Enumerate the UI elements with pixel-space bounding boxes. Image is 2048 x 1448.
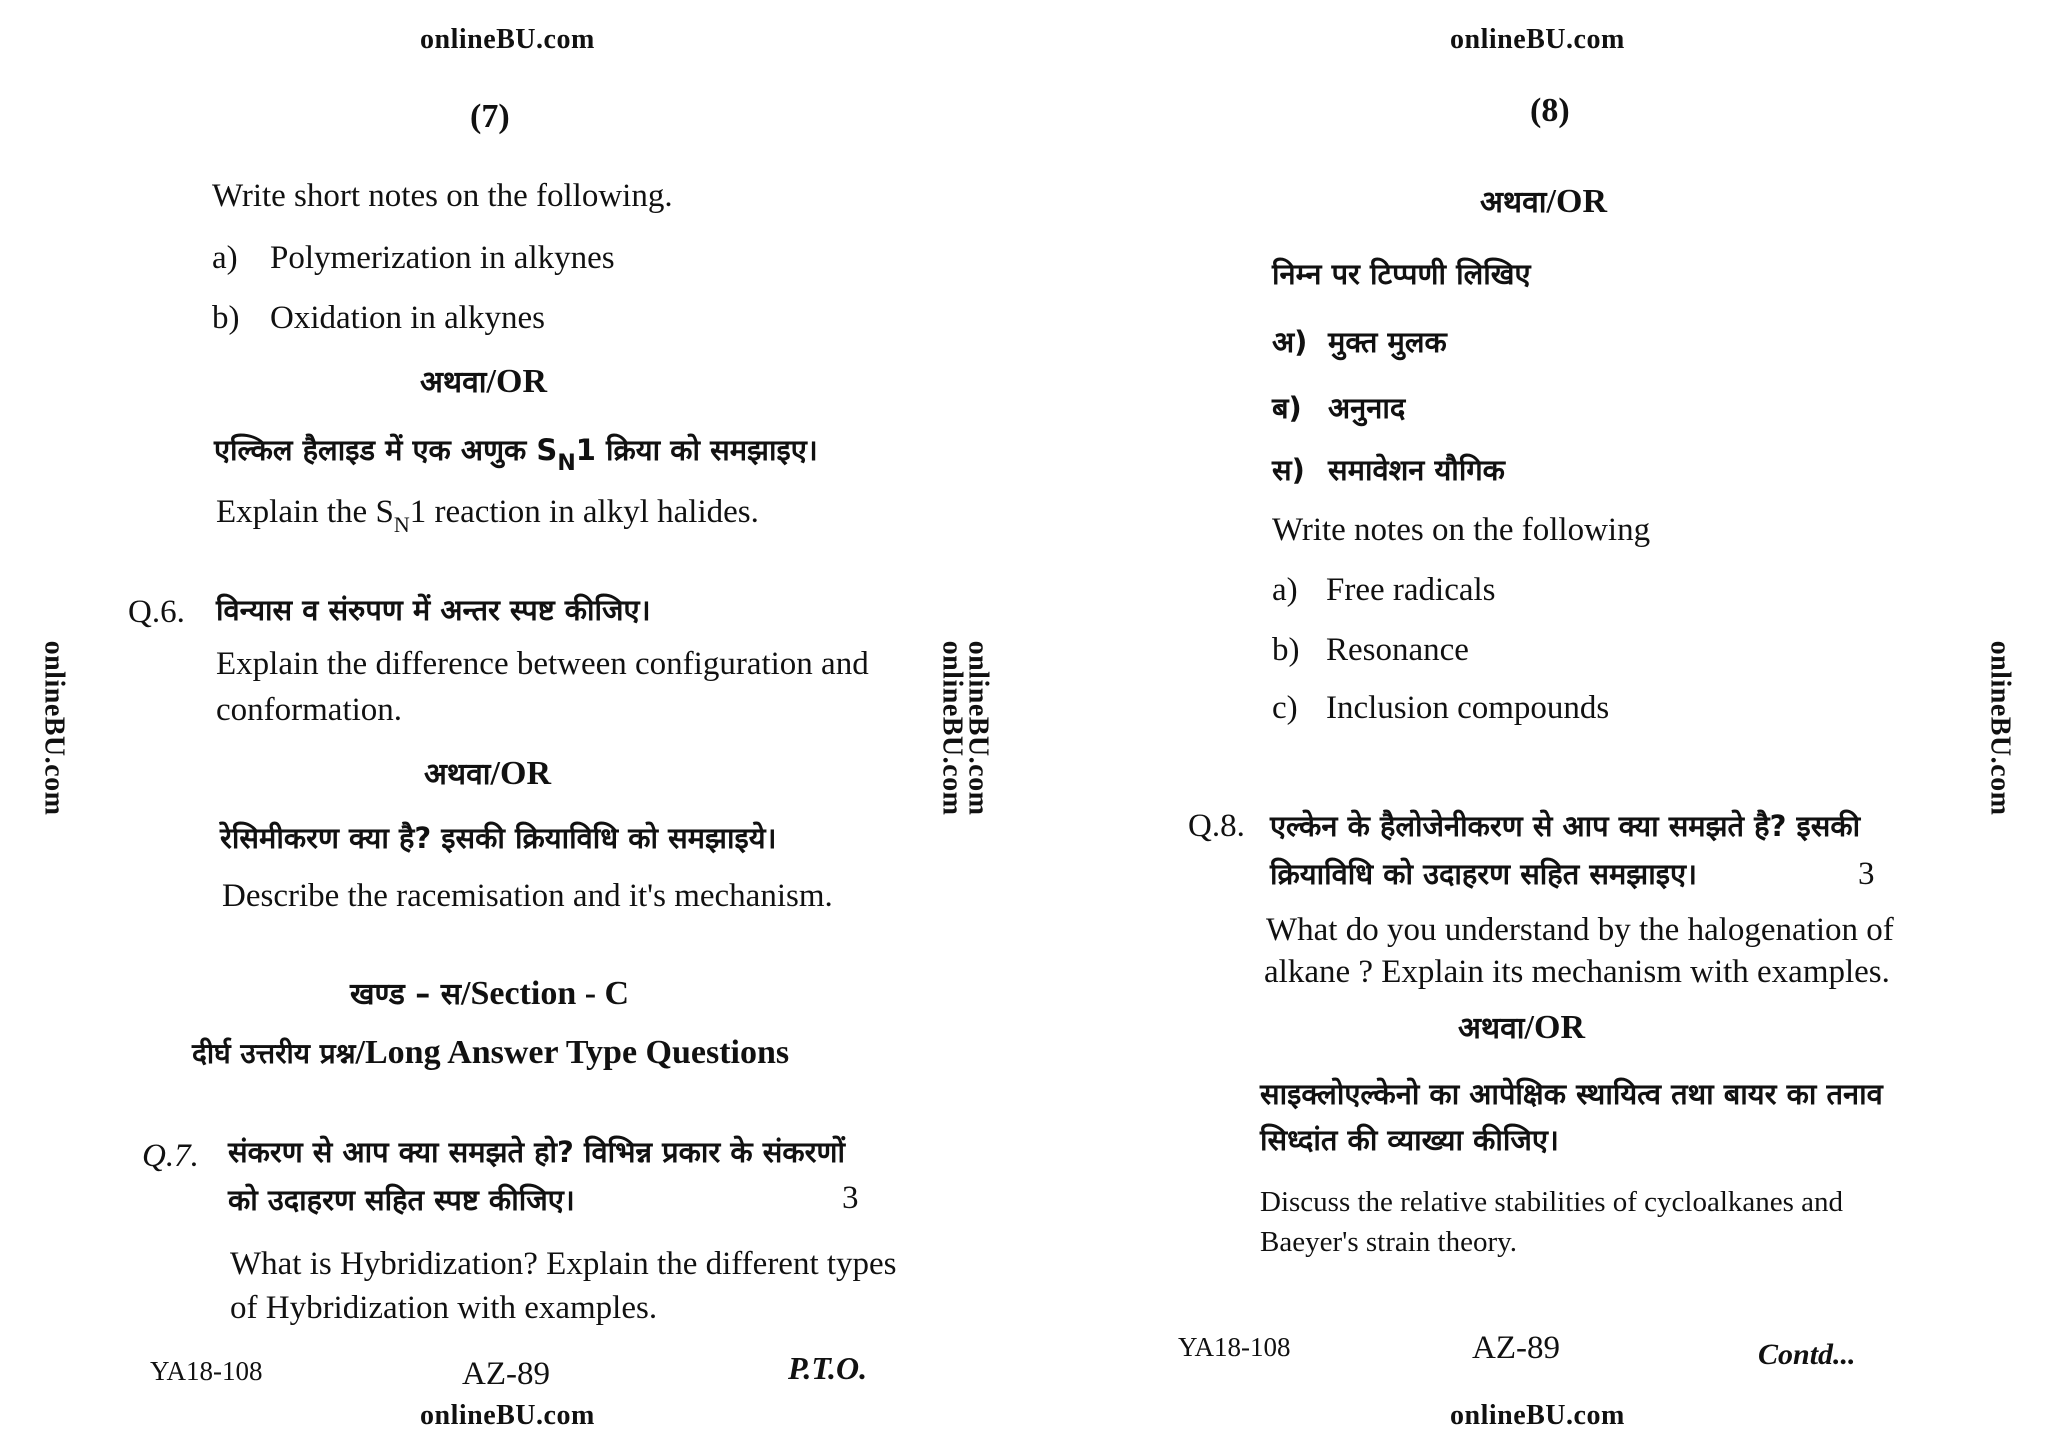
watermark-bottom: onlineBU.com	[420, 1400, 595, 1431]
watermark-side: onlineBU.com	[962, 640, 994, 816]
or-hindi: अथवा	[420, 365, 487, 400]
or-divider	[1458, 1006, 1585, 1047]
q8-english-line1: What do you understand by the halogenation of	[1266, 912, 1894, 948]
or-hindi: अथवा	[1458, 1011, 1525, 1046]
notes-intro: Write short notes on the following.	[212, 178, 673, 214]
item-b: Oxidation in alkynes	[270, 300, 545, 336]
page-number: (7)	[470, 98, 510, 135]
or-hindi: अथवा	[1480, 185, 1547, 220]
q8-marks: 3	[1858, 856, 1875, 892]
or-hindi: अथवा	[424, 757, 491, 792]
or-divider	[1480, 180, 1607, 221]
watermark-top: onlineBU.com	[1450, 24, 1625, 55]
q7-number: Q.7.	[142, 1138, 199, 1174]
en-item-a: Free radicals	[1326, 572, 1496, 608]
en-a-marker: a)	[1272, 572, 1298, 608]
hi-item-c: समावेशन यौगिक	[1328, 453, 1505, 487]
watermark-top: onlineBU.com	[420, 24, 595, 55]
footer-code: YA18-108	[150, 1356, 263, 1386]
q8-hindi-line1: एल्केन के हैलोजेनीकरण से आप क्या समझते है? इसकी	[1270, 809, 1861, 843]
q7-english-line1: What is Hybridization? Explain the different types	[230, 1246, 897, 1282]
hi-a-marker: अ)	[1272, 325, 1308, 359]
sn1-english: Explain the $S_N1$ reaction in alkyl halides.	[216, 494, 759, 537]
right-page	[962, 0, 2048, 1448]
notes-intro-english: Write notes on the following	[1272, 512, 1651, 548]
q6-hindi: विन्यास व संरुपण में अन्तर स्पष्ट कीजिए।	[216, 593, 651, 627]
hi-item-a: मुक्त मुलक	[1328, 325, 1447, 359]
or-divider	[424, 752, 551, 793]
en-item-b: Resonance	[1326, 632, 1469, 668]
q8-alt-hindi-line2: सिध्दांत की व्याख्या कीजिए।	[1260, 1123, 1559, 1157]
long-answer-heading: दीर्घ उत्तरीय प्रश्न/Long Answer Type Questions	[192, 1034, 790, 1071]
item-a-marker: a)	[212, 240, 238, 276]
q7-marks: 3	[842, 1180, 859, 1216]
or-english: /OR	[490, 755, 551, 792]
or-english: /OR	[486, 363, 547, 400]
en-b-marker: b)	[1272, 632, 1300, 668]
q8-number: Q.8.	[1188, 808, 1245, 844]
watermark-side: onlineBU.com	[38, 640, 70, 816]
q6-number: Q.6.	[128, 594, 185, 630]
watermark-side: onlineBU.com	[936, 640, 968, 816]
hi-c-marker: स)	[1272, 453, 1305, 487]
footer-code: YA18-108	[1178, 1332, 1291, 1362]
en-item-c: Inclusion compounds	[1326, 690, 1610, 726]
q7-english-line2: of Hybridization with examples.	[230, 1290, 658, 1326]
or-divider	[420, 360, 547, 401]
q8-alt-hindi-line1: साइक्लोएल्केनो का आपेक्षिक स्थायित्व तथा बायर का तनाव	[1260, 1077, 1883, 1111]
q8-alt-english-line2: Baeyer's strain theory.	[1260, 1226, 1518, 1258]
q8-hindi-line2: क्रियाविधि को उदाहरण सहित समझाइए।	[1270, 857, 1697, 891]
footer-contd: Contd...	[1758, 1338, 1856, 1371]
watermark-bottom: onlineBU.com	[1450, 1400, 1625, 1431]
footer-paper: AZ-89	[462, 1356, 550, 1392]
en-c-marker: c)	[1272, 690, 1298, 726]
q6-english-line2: conformation.	[216, 692, 403, 728]
hi-item-b: अनुनाद	[1328, 391, 1406, 425]
q6-english-line1: Explain the difference between configuration and	[216, 646, 869, 682]
q7-hindi-line2: को उदाहरण सहित स्पष्ट कीजिए।	[228, 1183, 575, 1217]
sn1-hindi: एल्किल हैलाइड में एक अणुक $S_N1$ क्रिया को समझाइए।	[214, 433, 818, 476]
footer-pto: P.T.O.	[788, 1350, 868, 1386]
watermark-side: onlineBU.com	[1984, 640, 2016, 816]
page-number: (8)	[1530, 92, 1570, 129]
q8-english-line2: alkane ? Explain its mechanism with examples.	[1264, 954, 1890, 990]
hi-b-marker: ब)	[1272, 391, 1302, 425]
q7-hindi-line1: संकरण से आप क्या समझते हो? विभिन्न प्रकार के संकरणों	[228, 1135, 845, 1169]
notes-intro-hindi: निम्न पर टिप्पणी लिखिए	[1272, 257, 1531, 291]
section-heading: खण्ड – स/Section - C	[350, 975, 630, 1012]
or-english: /OR	[1524, 1009, 1585, 1046]
q6-alt-english: Describe the racemisation and it's mechanism.	[222, 878, 833, 914]
q8-alt-english-line1: Discuss the relative stabilities of cycloalkanes and	[1260, 1186, 1844, 1218]
q6-alt-hindi: रेसिमीकरण क्या है? इसकी क्रियाविधि को समझाइये।	[220, 821, 777, 855]
or-english: /OR	[1546, 183, 1607, 220]
item-a: Polymerization in alkynes	[270, 240, 615, 276]
footer-paper: AZ-89	[1472, 1330, 1560, 1366]
item-b-marker: b)	[212, 300, 240, 336]
